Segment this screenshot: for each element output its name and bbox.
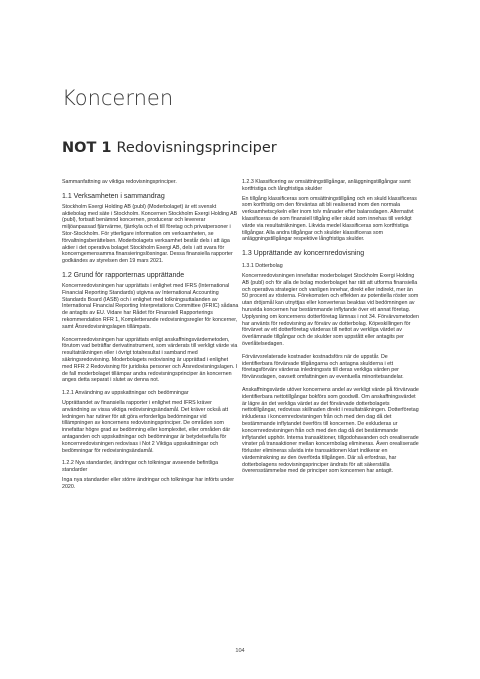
paragraph-1-2-b: Koncernredovisningen har upprättats enligt anskaffningsvärdemetoden, förutom vad beträffar derivatinstrument, som värderats till verkligt värde via resultaträkningen eller i övrigt totalresultat i samband med säkringsredovisning. Moderbolagets redovisning är upprättad i enlighet med RFR 2 Redovisning för juridiska personer och Årsredovisningslagen. I de fall moderbolaget tillämpar andra redovisningsprinciper än koncernen anges detta separat i slutet av denna not. bbox=[62, 336, 238, 384]
note-title: Redovisningsprinciper bbox=[116, 140, 277, 156]
right-column bbox=[242, 179, 419, 481]
paragraph-1-2-a: Koncernredovisningen har upprättats i enlighet med IFRS (International Financial Reporting Standards) utgivna av International Accounting Standards Board (IASB) och i enlighet med tolkningsuttalanden av International Financial Reporting Interpretations Committee (IFRIC) sådana de antagits av EU. Vidare har Rådet för Finansiell Rapporterings rekommendation RFR 1, Kompletterande redovisningsregler för koncerner, samt Årsredovisningslagen tillämpats. bbox=[62, 282, 239, 330]
paragraph-1-3-1-b: Förvärvsrelaterade kostnader kostnadsförs när de uppstår. De identifierbara förvärvade tillgångarna och antagna skulderna i ett företagsförvärv värderas inledningsvis till deras verkliga värden per förvärvsdagen, oavsett omfattningen av eventuella minoritetsandelar. bbox=[242, 353, 404, 381]
heading-1-2-2: 1.2.2 Nya standarder, ändringar och tolkningar avseende befintliga standarder bbox=[62, 460, 219, 474]
paragraph-1-1: Stockholm Exergi Holding AB (publ) (Moderbolaget) är ett svenskt aktiebolag med säte i Stockholm. Koncernen Stockholm Exergi Holding AB (publ), fortsatt benämnd koncernen, producerar och levererar miljöanpassad fjärrvärme, fjärrkyla och el till företag och privatpersoner i Stor-Stockholm. För ytterligare information om verksamheten, se förvaltningsberättelsen. Moderbolagets verksamhet består dels i att äga aktier i det operativa bolaget Stockholm Exergi AB, dels i att svara för koncerngemensamma finansieringslösningar. Dessa finansiella rapporter godkändes av styrelsen den 19 mars 2021. bbox=[62, 203, 238, 265]
heading-1-2: 1.2 Grund för rapporternas upprättande bbox=[62, 271, 185, 279]
note-heading bbox=[62, 140, 277, 156]
paragraph-1-2-2: Inga nya standarder eller större ändringar och tolkningar har införts under 2020. bbox=[62, 476, 234, 490]
paragraph-1-3-1-c: Anskaffningsvärde utöver koncernens andel av verkligt värde på förvärvade identifierbara nettotillgångar bokförs som goodwill. Om anskaffningsvärdet är lägre än det verkliga värdet av det förvärvade dotterbolagets nettotillgångar, redovisas skillnaden direkt i resultaträkningen. Dotterföretag inkluderas i koncernredovisningen från och med den dag då det bestämmande inflytandet överförs till koncernen. De exkluderas ur koncernredovisningen från och med den dag då det bestämmande inflytandet upphör. Interna transaktioner, tillgodohavanden och orealiserade vinster på transaktioner mellan koncernbolag elimineras. Även orealiserade förluster elimineras såvida inte transaktionen klart indikerar en värdeminskning av den överförda tillgången. Där så erfordras, har dotterbolagens redovisningsprinciper ändrats för att säkerställa överensstämmelse med de principer som koncernen har antagit. bbox=[242, 386, 419, 475]
left-column bbox=[62, 179, 239, 496]
paragraph-1-3-1-a: Koncernredovisningen innefattar moderbolaget Stockholm Exergi Holding AB (publ) och för alla de bolag moderbolaget har rätt att utforma finansiella och operativa strategier och vanligen innehar, direkt eller indirekt, mer än 50 procent av rösterna. Förekomsten och effekten av potentiella röster som utan dröjsmål kan utnyttjas eller konverteras beaktas vid bedömningen av huruvida koncernen har bestämmande inflytande över ett annat företag. Upplysning om koncernens dotterföretag lämnas i not 34. Förvärvsmetoden har använts för redovisning av förvärv av dotterbolag. Köpeskillingen för förvärvet av ett dotterföretag värderas till nettot av verkliga värdet av överlämnade tillgångar och de skulder som uppstått eller antagits per överlåtelsedagen. bbox=[242, 272, 419, 347]
heading-1-3: 1.3 Upprättande av koncernredovisning bbox=[242, 250, 365, 258]
page-number: 104 bbox=[235, 648, 245, 654]
note-number: NOT 1 bbox=[62, 140, 112, 156]
heading-1-2-1: 1.2.1 Användning av uppskattningar och bedömningar bbox=[62, 390, 189, 397]
intro-paragraph: Sammanfattning av viktiga redovisningsprinciper. bbox=[62, 179, 177, 185]
heading-1-3-1: 1.3.1 Dotterbolag bbox=[242, 263, 283, 270]
heading-1-2-3: 1.2.3 Klassificering av omsättningstillgångar, anläggningstillgångar samt kortfristiga och långfristiga skulder bbox=[242, 179, 411, 192]
section-title: Koncernen bbox=[62, 86, 174, 110]
heading-1-1: 1.1 Verksamheten i sammandrag bbox=[62, 192, 165, 200]
paragraph-1-2-1: Upprättandet av finansiella rapporter i enlighet med IFRS kräver användning av vissa viktiga redovisningsändamål. Det kräver också att ledningen har rutiner för att göra erforderliga bedömningar vid tillämpningen av koncernens redovisningsprinciper. De områden som innefattar högre grad av bedömning eller komplexitet, eller områden där antaganden och uppskattningar och bedömningar är betydelsefulla för koncernredovisningen redovisas i Not 2 Viktiga uppskattningar och bedömningar för redovisningsändamål. bbox=[62, 399, 231, 454]
paragraph-1-2-3: En tillgång klassificeras som omsättningstillgång och en skuld klassificeras som kortfristig om den förväntas att bli realiserad inom den normala verksamhetscykeln eller inom tolv månader efter balansdagen. Alternativt klassificeras de som finansiell tillgång eller skuld som innehas till verkligt värde via resultaträkningen. Likvida medel klassificeras som kortfristiga tillgångar. Alla andra tillgångar och skulder klassificeras som anläggningstillgångar respektive långfristiga skulder. bbox=[242, 195, 417, 243]
